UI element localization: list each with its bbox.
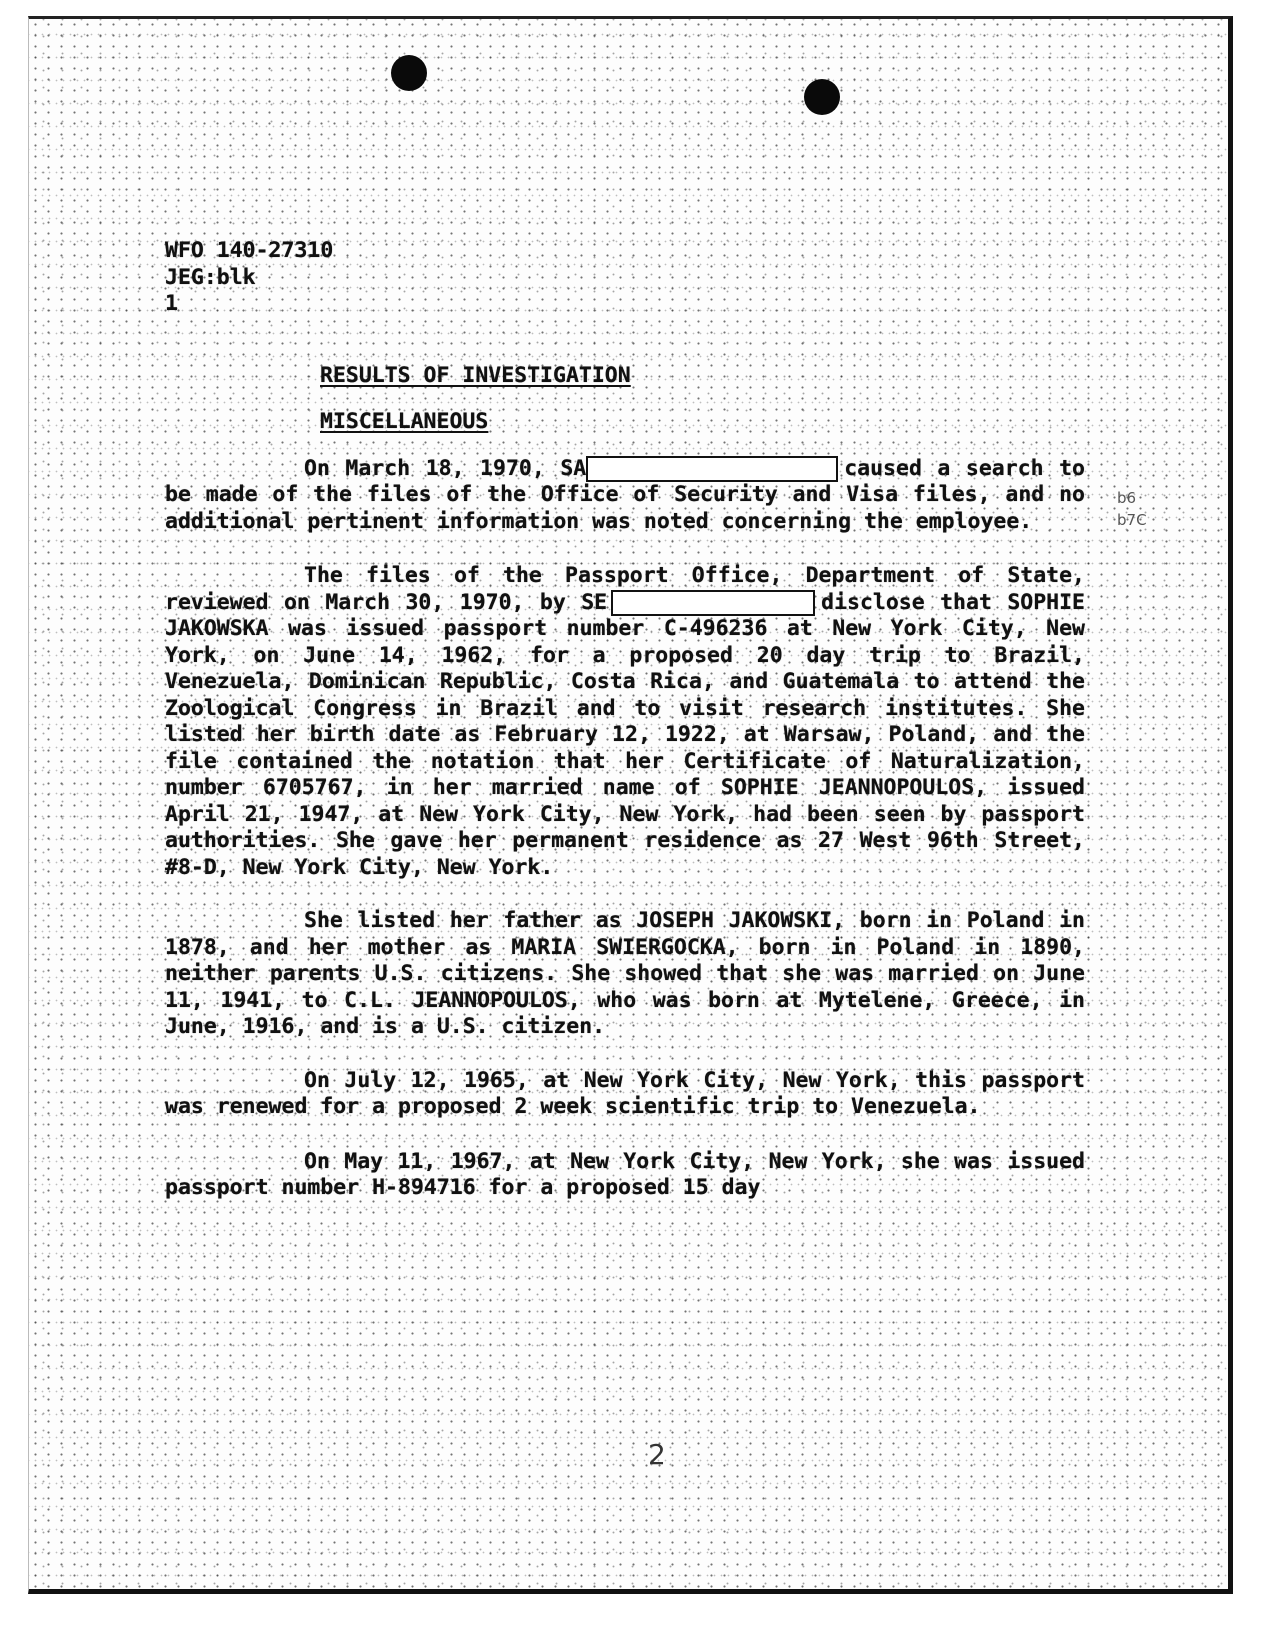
punch-hole bbox=[391, 55, 427, 91]
paragraph-text: On March 18, 1970, SA bbox=[304, 455, 587, 481]
typist-initials: JEG:blk bbox=[165, 264, 256, 290]
document-body bbox=[165, 238, 1085, 1202]
paragraph-text: The files of the Passport Office, Department of State, reviewed on March 30, 1970, by SE bbox=[165, 563, 1085, 615]
paragraph-security-files bbox=[165, 456, 1085, 536]
exemption-code-b6: b6 bbox=[1117, 489, 1137, 507]
exemption-code-b7c: b7C bbox=[1117, 511, 1147, 529]
redaction-box bbox=[586, 456, 838, 482]
redaction-box bbox=[611, 590, 815, 616]
punch-hole bbox=[804, 79, 840, 115]
paragraph-renewal bbox=[165, 1068, 1085, 1121]
page-number: 2 bbox=[648, 1438, 666, 1471]
paragraph-text: On May 11, 1967, at New York City, New York, she was issued passport number H-894716 for a proposed 15 day bbox=[165, 1148, 1085, 1200]
copy-count: 1 bbox=[165, 291, 178, 316]
paragraph-parents bbox=[165, 908, 1085, 1041]
paragraph-text: On July 12, 1965, at New York City, New York, this passport was renewed for a proposed 2 week scientific trip to Venezuela. bbox=[165, 1067, 1085, 1119]
paragraph-text: caused a search to be made of the files of the Office of Security and Visa files, and no additional pertinent information was noted concerning the employee. bbox=[165, 455, 1086, 534]
paragraph-text: disclose that SOPHIE JAKOWSKA was issued passport number C-496236 at New York City, New York, on June 14, 1962, for a proposed 20 day trip to Brazil, Venezuela, Dominican Republic, Costa Rica, and Guatemala to attend the Zoological Congress in Brazil and to visit research institutes. She listed her birth date as February 12, 1922, at Warsaw, Poland, and the file contained the notation that her Certificate of Naturalization, number 6705767, in her married name of SOPHIE JEANNOPOULOS, issued April 21, 1947, at New York City, New York, had been seen by passport authorities. She gave her permanent residence as 27 West 96th Street, #8-D, New York City, New York. bbox=[165, 589, 1085, 880]
paragraph-text: She listed her father as JOSEPH JAKOWSKI, born in Poland in 1878, and her mother as MARIA SWIERGOCKA, born in Poland in 1890, neither parents U.S. citizens. She showed that she was married on June 11, 1941, to C.L. JEANNOPOULOS, who was born at Mytelene, Greece, in June, 1916, and is a U.S. citizen. bbox=[165, 908, 1085, 1039]
file-number: WFO 140-27310 bbox=[165, 238, 334, 263]
miscellaneous-heading: MISCELLANEOUS bbox=[320, 409, 489, 434]
results-heading: RESULTS OF INVESTIGATION bbox=[320, 362, 631, 388]
paragraph-new-passport bbox=[165, 1149, 1085, 1202]
paragraph-passport-office bbox=[165, 563, 1085, 881]
